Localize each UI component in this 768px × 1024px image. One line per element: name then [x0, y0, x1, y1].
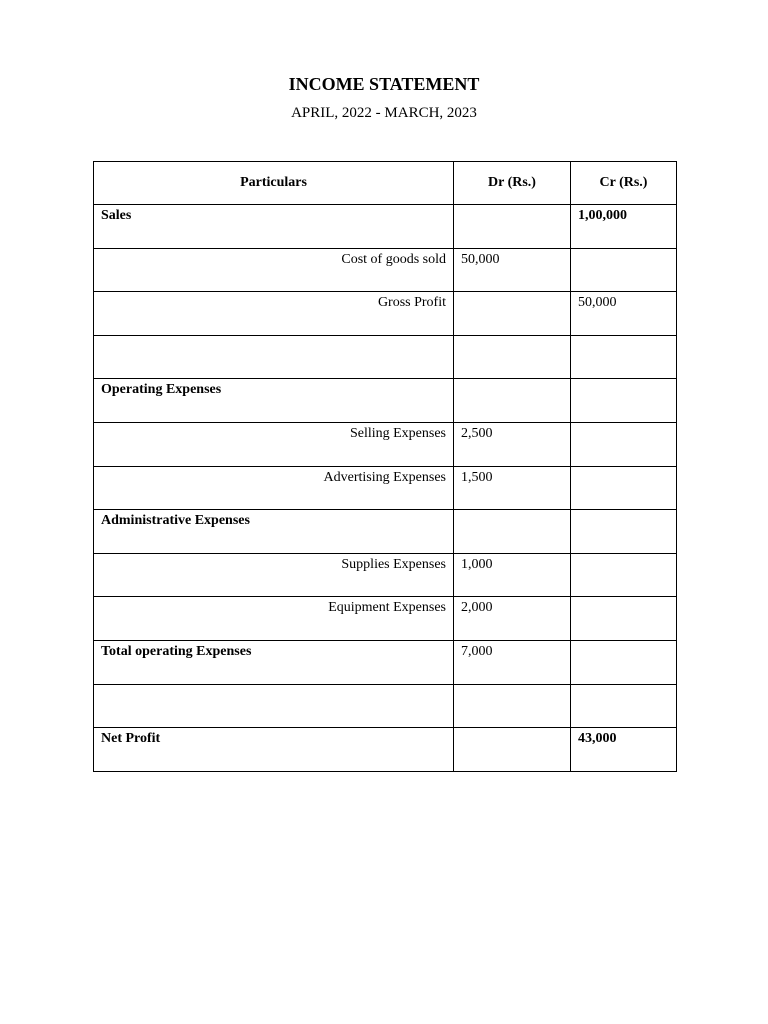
income-statement-table [93, 161, 677, 772]
column-header-cr: Cr (Rs.) [571, 162, 677, 205]
row-dr-value [454, 510, 571, 554]
row-particular: Net Profit [94, 728, 454, 772]
row-cr-value [571, 510, 677, 554]
row-particular: Sales [94, 205, 454, 249]
row-cr-value [571, 335, 677, 379]
row-cr-value: 50,000 [571, 292, 677, 336]
row-particular: Total operating Expenses [94, 640, 454, 684]
row-particular: Operating Expenses [94, 379, 454, 423]
table-row [94, 422, 677, 466]
row-cr-value [571, 466, 677, 510]
column-header-particulars: Particulars [94, 162, 454, 205]
table-row [94, 510, 677, 554]
row-dr-value: 1,000 [454, 553, 571, 597]
row-dr-value: 7,000 [454, 640, 571, 684]
row-cr-value [571, 640, 677, 684]
row-cr-value [571, 379, 677, 423]
table-row [94, 248, 677, 292]
row-dr-value [454, 379, 571, 423]
row-cr-value [571, 597, 677, 641]
table-row [94, 728, 677, 772]
table-header-row [94, 162, 677, 205]
table-row [94, 292, 677, 336]
row-dr-value [454, 335, 571, 379]
row-dr-value [454, 728, 571, 772]
row-cr-value [571, 248, 677, 292]
row-particular: Equipment Expenses [94, 597, 454, 641]
row-cr-value [571, 553, 677, 597]
table-row [94, 335, 677, 379]
row-dr-value: 50,000 [454, 248, 571, 292]
column-header-dr: Dr (Rs.) [454, 162, 571, 205]
table-row [94, 205, 677, 249]
row-cr-value [571, 422, 677, 466]
row-particular: Gross Profit [94, 292, 454, 336]
table-row [94, 684, 677, 728]
row-dr-value: 2,000 [454, 597, 571, 641]
row-particular: Advertising Expenses [94, 466, 454, 510]
row-particular: Cost of goods sold [94, 248, 454, 292]
row-particular [94, 684, 454, 728]
statement-period: APRIL, 2022 - MARCH, 2023 [291, 105, 477, 121]
table-row [94, 640, 677, 684]
row-particular: Supplies Expenses [94, 553, 454, 597]
row-particular: Selling Expenses [94, 422, 454, 466]
row-cr-value [571, 684, 677, 728]
row-dr-value [454, 292, 571, 336]
row-dr-value [454, 684, 571, 728]
table-row [94, 379, 677, 423]
row-particular: Administrative Expenses [94, 510, 454, 554]
table-row [94, 597, 677, 641]
table-row [94, 466, 677, 510]
row-cr-value: 43,000 [571, 728, 677, 772]
row-dr-value: 1,500 [454, 466, 571, 510]
table-row [94, 553, 677, 597]
statement-title: INCOME STATEMENT [288, 74, 480, 94]
row-cr-value: 1,00,000 [571, 205, 677, 249]
row-dr-value [454, 205, 571, 249]
row-particular [94, 335, 454, 379]
row-dr-value: 2,500 [454, 422, 571, 466]
